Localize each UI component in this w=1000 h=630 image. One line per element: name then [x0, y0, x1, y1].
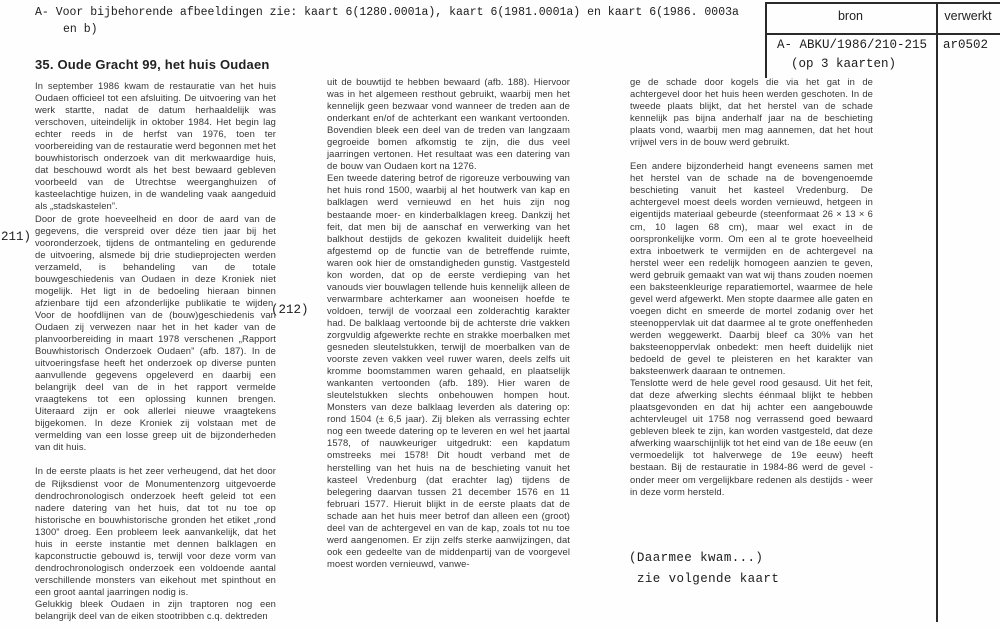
paragraph-col3-3: Tenslotte werd de hele gevel rood gesausd. Uit het feit, dat deze afwerking slechts éénmaal blijkt te hebben plaatsgevonden en dat hij achter een aangebouwde achtervleugel uit 1758 nog verrassend goed bewaard gebleven bleek te zijn, kan worden vastgesteld, dat deze afwerking waarschijnlijk tot het eind van de 18e eeuw (en vermoedelijk tot halverwege de 19e eeuw) heeft bestaan. Bij de restauratie in 1984-86 werd de gevel - onder meer om vergelijkbare redenen als destijds - weer in deze vorm hersteld. — [630, 377, 873, 497]
table-header-verwerkt: verwerkt — [944, 9, 992, 23]
paragraph-col1-4: Gelukkig bleek Oudaen in zijn traptoren nog een belangrijk deel van de eiken stootribben c.q. dektreden — [35, 597, 276, 622]
paragraph-col2-2: Een tweede datering betrof de rigoreuze verbouwing van het huis rond 1500, waarbij al het houtwerk van kap en balklagen werd vernieuwd en het huis zijn nog bestaande moer- en kinderbalklagen kreeg. Dankzij het feit, dat men bij de aanschaf en verwerking van het balkhout destijds de gekozen kwaliteit duidelijk heeft afgestemd op de functie van de betreffende ruimte, waren ook hier de omstandigheden gunstig. Vastgesteld kon worden, dat op de eerste verdieping van het vanouds vier bouwlagen tellende huis kennelijk alleen de verwarmbare achterkamer aan wooneisen hoefde te voldoen, terwijl de voorzaal een zolderachtig karakter had. De balklaag vertoonde bij de achterste drie vakken zorgvuldig afgewerkte rechte en strakke moerbalken met gesneden sleutelstukken, terwijl de moerbalken van de voorste zeven vakken veel ruwer waren, deels zelfs uit kromme boomstammen waren gehaald, en plaatselijk wankanten vertoonden (afb. 189). Hier waren de sleutelstukken slechts onbehouwen hompen hout. Monsters van deze balklaag leverden als datering op: rond 1504 (± 6,5 jaar). Zij bleken als verrassing echter nog een tweede datering op te leveren en wel het jaartal 1578, of nauwkeuriger uitgedrukt: een kapdatum omstreeks mei 1578! Dit houdt verband met de herstelling van het huis na de beschieting vanuit het kasteel Vredenburg (dat erachter lag) tijdens de belegering daarvan tussen 21 december 1576 en 11 februari 1577. Hieruit blijkt in de eerste plaats dat de schade aan het huis meer betrof dan alleen een (groot) deel van de achtergevel en van de kap, zoals tot nu toe werd aangenomen. Er zijn zelfs sterke aanwijzingen, dat ook een gedeelte van de middenpartij van de voorgevel moest worden vernieuwd, vanwe- — [327, 172, 570, 569]
verwerkt-value: ar0502 — [943, 38, 989, 52]
article-column-3 — [630, 76, 873, 498]
reference-note-line1: A- Voor bijbehorende afbeeldingen zie: kaart 6(1280.0001a), kaart 6(1981.0001a) en kaart 6(1986. 0003a — [35, 6, 739, 19]
paragraph-col1-1: In september 1986 kwam de restauratie van het huis Oudaen officieel tot een afsluiting. De uitvoering van het werk startte, nadat de datum herhaaldelijk was verschoven, uiteindelijk in oktober 1984. Het begin lag echter reeds in de herfst van 1976, toen ter voorbereiding van de restauratie werd begonnen met het bouwhistorisch onderzoek van dit merkwaardige huis, dat beschouwd wordt als het best bewaard gebleven voorbeeld van de Utrechtse weerganghuizen of kasteelachtige huizen, in de wandeling vaak aangeduid als „stadskastelen”. — [35, 80, 276, 212]
paragraph-col3-2: Een andere bijzonderheid hangt eveneens samen met het herstel van de schade na de bovengenoemde beschieting vanuit het kasteel Vredenburg. De achtergevel moest deels worden vernieuwd, hetgeen in eigentijds materiaal gebeurde (steenformaat 26 × 13 × 6 cm, 10 lagen 68 cm), maar wel exact in de oorspronkelijke vorm. Om een al te grote hoeveelheid extra inboetwerk te vermijden en de achtergevel na herstel weer een redelijk homogeen aanzien te geven, werd gebruik gemaakt van wat wij thans zouden noemen een baksteenkleurige reparatiemortel, waarmee de hele gevel werd afgewerkt. Men stopte daarmee alle gaten en voegen dicht en smeerde de mortel zodanig over het steenoppervlak uit dat daarmee al te grote oneffenheden werden weggewerkt. Daarbij bleef ca 30% van het baksteenoppervlak onbedekt: men heeft duidelijk niet bedoeld de gevel te pleisteren en het karakter van baksteenwerk daaraan te ontnemen. — [630, 160, 873, 377]
reference-note-line2: en b) — [63, 23, 98, 36]
table-header-underline — [765, 33, 1000, 35]
margin-ref-211: 211) — [1, 230, 32, 244]
table-column-divider — [936, 2, 938, 622]
continuation-note-line2: zie volgende kaart — [637, 572, 780, 586]
paragraph-col1-2: Door de grote hoeveelheid en door de aard van de gegevens, die verspreid over déze tien jaar bij het vooronderzoek, tijdens de ontmanteling en gedurende de uitvoering, alsmede bij drie studieprojecten werden verzameld, is behandeling van de totale bouwgeschiedenis van Oudaen in deze Kroniek niet mogelijk. Het ligt in de bedoeling hieraan binnen afzienbare tijd een afzonderlijke publikatie te wijden. Voor de hoofdlijnen van de (bouw)geschiedenis van Oudaen zij verwezen naar het in het kader van de planvoorbereiding in maart 1978 verschenen „Rapport Bouwhistorisch Onderzoek Oudaen” (afb. 187). In de uitvoeringsfase heeft het onderzoek op diverse punten aanvullende gegevens opgeleverd en daarbij een belangrijk deel van de in het rapport vermelde vraagtekens tot een oplossing kunnen brengen. Uiteraard zijn er ook allerlei nieuwe vraagtekens bijgekomen. In deze Kroniek zij volstaan met de vermelding van een losse greep uit de bijzonderheden van dit huis. — [35, 212, 276, 453]
continuation-note — [629, 548, 779, 590]
article-title: 35. Oude Gracht 99, het huis Oudaen — [35, 57, 270, 72]
continuation-note-line1: (Daarmee kwam...) — [629, 551, 764, 565]
bron-value-line2: (op 3 kaarten) — [791, 57, 897, 71]
margin-ref-212: (212) — [271, 303, 309, 317]
reference-note — [35, 4, 739, 38]
table-top-border — [765, 2, 1000, 4]
table-header-bron: bron — [837, 9, 864, 23]
bron-value-line1: A- ABKU/1986/210-215 — [777, 38, 928, 52]
article-column-1 — [35, 57, 276, 622]
paragraph-col1-3: In de eerste plaats is het zeer verheugend, dat het door de Rijksdienst voor de Monumentenzorg uitgevoerde dendrochronologisch onderzoek heeft geleid tot een nadere datering van het huis, dat tot nu toe op historische en bouwhistorische gronden het etiket „rond 1300” droeg. Een probleem leek aanvankelijk, dat het huis in eerste instantie met dennen balklagen en kapconstructie gebouwd is, terwijl voor deze vorm van dendrochronologisch onderzoek een voldoende aantal verschillende monsters van eikehout met spinthout en een groot aantal jaarringen nodig is. — [35, 465, 276, 597]
paragraph-col3-1: ge de schade door kogels die via het gat in de achtergevel door het huis heen werden geschoten. In de tweede plaats blijkt, dat het herstel van de schade kennelijk pas bijna anderhalf jaar na de beschieting plaats vond, waarbij men mag aannemen, dat het hout vrijwel vers in de bouw werd gebruikt. — [630, 76, 873, 148]
paragraph-col2-1: uit de bouwtijd te hebben bewaard (afb. 188). Hiervoor was in het algemeen resthout gebruikt, waarbij men het kennelijk geen bezwaar vond wanneer de treden aan de onderkant en/of de achterkant een wankant vertoonden. Bovendien bleek een deel van de treden van langzaam gegroeide bomen afkomstig te zijn, die dus veel jaarringen vertonen. Het resultaat was een datering van de bouw van Oudaen kort na 1276. — [327, 76, 570, 172]
article-column-2 — [327, 76, 570, 570]
